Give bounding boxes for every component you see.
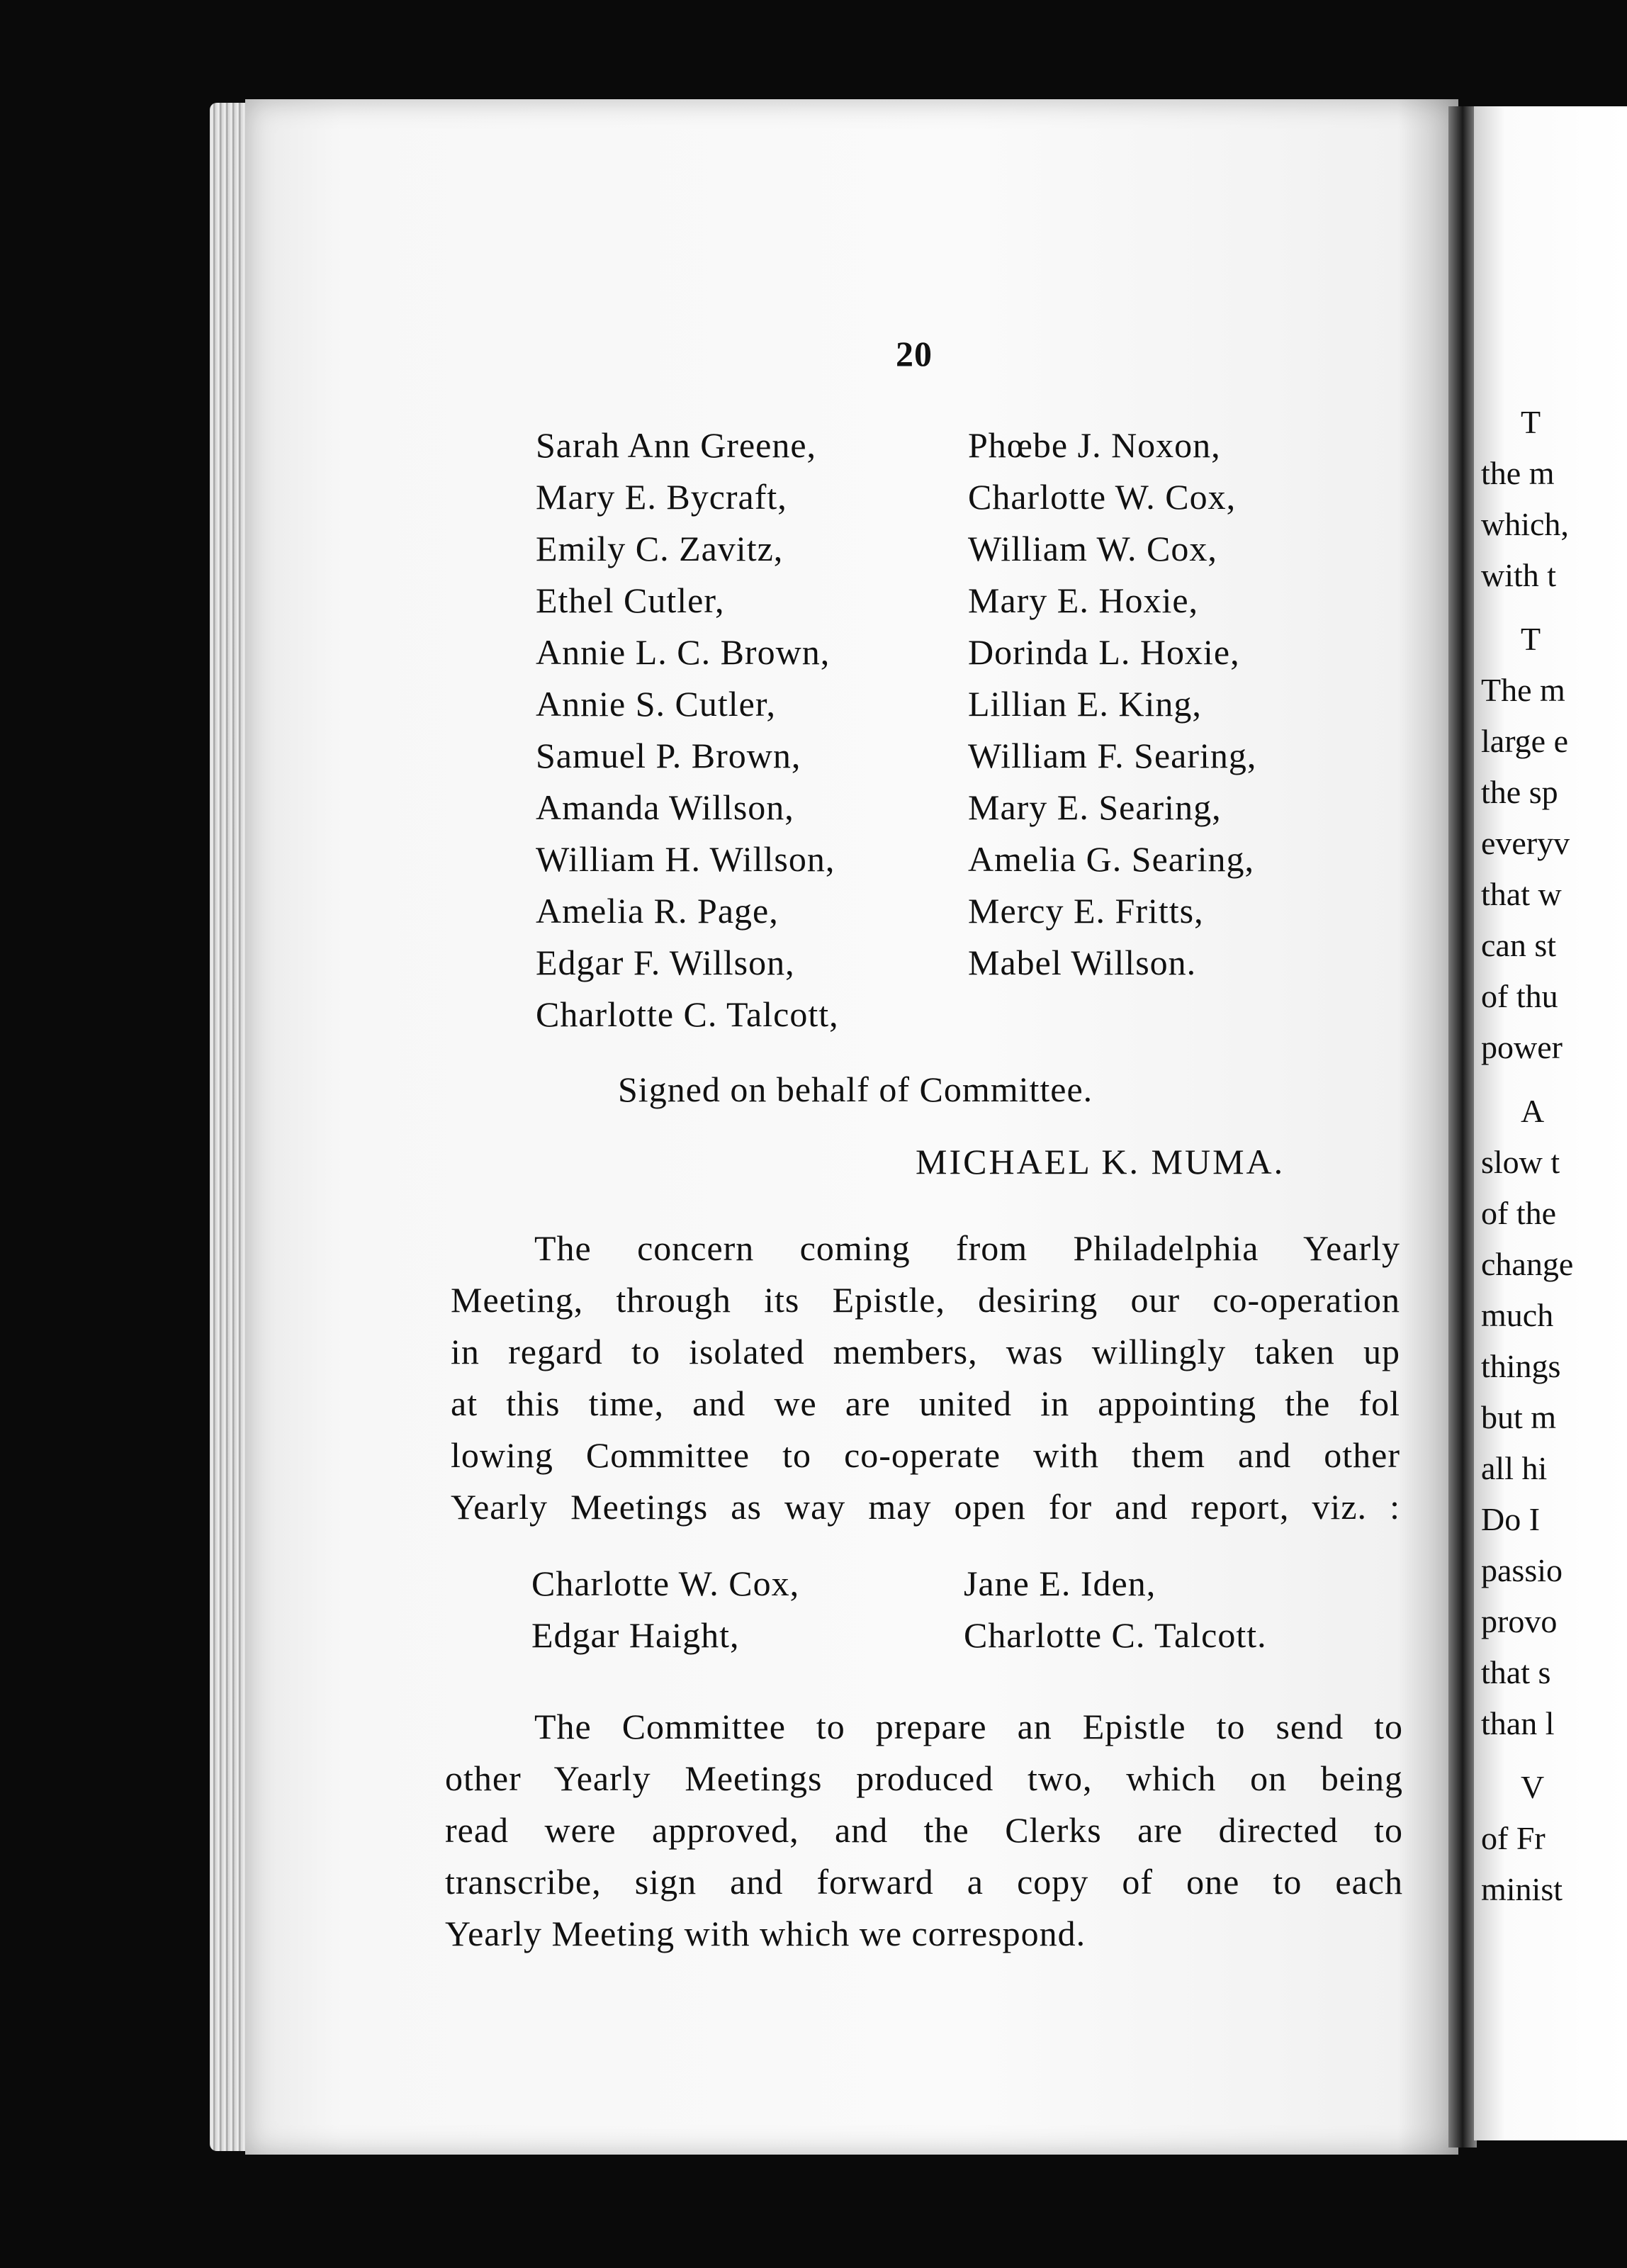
name-entry: William H. Willson, bbox=[536, 839, 835, 879]
name-entry: Annie L. C. Brown, bbox=[536, 632, 831, 672]
right-page-line: V bbox=[1521, 1769, 1545, 1805]
committee-member: Edgar Haight, bbox=[531, 1615, 740, 1655]
right-page-line: with t bbox=[1481, 557, 1557, 593]
committee-member: Jane E. Iden, bbox=[964, 1564, 1156, 1603]
right-page-line: but m bbox=[1481, 1399, 1557, 1435]
right-page-line: everyv bbox=[1481, 825, 1570, 861]
name-entry: Dorinda L. Hoxie, bbox=[968, 632, 1240, 672]
right-page-line: of the bbox=[1481, 1195, 1557, 1231]
paragraph-line: read were approved, and the Clerks are directed to bbox=[445, 1810, 1403, 1850]
name-entry: Lillian E. King, bbox=[968, 684, 1202, 724]
name-entry: Mabel Willson. bbox=[968, 943, 1197, 982]
paragraph-line: The Committee to prepare an Epistle to send to bbox=[534, 1707, 1403, 1746]
right-page-line: change bbox=[1481, 1246, 1574, 1282]
right-page-line: of thu bbox=[1481, 978, 1558, 1014]
paragraph-line: Yearly Meeting with which we correspond. bbox=[445, 1914, 1086, 1953]
name-entry: Amelia R. Page, bbox=[536, 891, 779, 931]
right-page-line: A bbox=[1521, 1093, 1545, 1129]
paragraph-isolated-members bbox=[451, 1223, 1400, 1533]
paragraph-line: Yearly Meetings as way may open for and report, viz. : bbox=[451, 1487, 1400, 1527]
paragraph-line: lowing Committee to co-operate with them and other bbox=[451, 1435, 1400, 1475]
right-page-line: power bbox=[1481, 1029, 1563, 1065]
page-number: 20 bbox=[896, 334, 933, 374]
paragraph-line: Meeting, through its Epistle, desiring our co-operation bbox=[451, 1280, 1400, 1320]
committee-column-right bbox=[964, 1558, 1267, 1661]
name-entry: William W. Cox, bbox=[968, 529, 1217, 568]
right-page-line: things bbox=[1481, 1348, 1561, 1384]
right-page-line: Do I bbox=[1481, 1501, 1541, 1537]
right-page-line: of Fr bbox=[1481, 1820, 1546, 1856]
name-entry: Edgar F. Willson, bbox=[536, 943, 795, 982]
committee-member: Charlotte W. Cox, bbox=[531, 1564, 800, 1603]
name-entry: Samuel P. Brown, bbox=[536, 736, 801, 775]
right-page-line: than l bbox=[1481, 1705, 1555, 1741]
name-entry: William F. Searing, bbox=[968, 736, 1257, 775]
name-entry: Amanda Willson, bbox=[536, 787, 794, 827]
paragraph-line: The concern coming from Philadelphia Yearly bbox=[534, 1228, 1400, 1268]
name-entry: Mary E. Hoxie, bbox=[968, 580, 1199, 620]
right-page-text bbox=[1481, 397, 1627, 1956]
right-page-line: T bbox=[1521, 404, 1541, 440]
committee-column-left bbox=[531, 1558, 799, 1661]
name-entry: Emily C. Zavitz, bbox=[536, 529, 784, 568]
names-column-left bbox=[536, 420, 839, 1040]
right-page-line: large e bbox=[1481, 723, 1569, 759]
signed-line: Signed on behalf of Committee. bbox=[618, 1070, 1093, 1109]
paragraph-line: other Yearly Meetings produced two, which on being bbox=[445, 1758, 1403, 1798]
right-page-line: The m bbox=[1481, 672, 1565, 708]
name-entry: Sarah Ann Greene, bbox=[536, 425, 817, 465]
right-page-line: T bbox=[1521, 621, 1541, 657]
name-entry: Amelia G. Searing, bbox=[968, 839, 1255, 879]
book-gutter bbox=[1448, 106, 1477, 2148]
paragraph-epistle bbox=[445, 1701, 1403, 1960]
name-entry: Ethel Cutler, bbox=[536, 580, 725, 620]
right-page-line: all hi bbox=[1481, 1450, 1548, 1486]
right-page-line: can st bbox=[1481, 927, 1557, 963]
right-page-line: the m bbox=[1481, 455, 1555, 491]
right-page-line: that w bbox=[1481, 876, 1562, 912]
right-page-line: minist bbox=[1481, 1871, 1563, 1907]
signer-name: MICHAEL K. MUMA. bbox=[916, 1142, 1285, 1181]
names-column-right bbox=[968, 420, 1256, 989]
right-page-line: slow t bbox=[1481, 1144, 1560, 1180]
right-page-line: provo bbox=[1481, 1603, 1558, 1639]
name-entry: Mercy E. Fritts, bbox=[968, 891, 1204, 931]
right-page-line: passio bbox=[1481, 1552, 1563, 1588]
name-entry: Charlotte W. Cox, bbox=[968, 477, 1237, 517]
paragraph-line: transcribe, sign and forward a copy of one to each bbox=[445, 1862, 1403, 1902]
name-entry: Annie S. Cutler, bbox=[536, 684, 776, 724]
right-page-line: the sp bbox=[1481, 774, 1558, 810]
right-page-line: which, bbox=[1481, 506, 1569, 542]
name-entry: Charlotte C. Talcott, bbox=[536, 994, 839, 1034]
paragraph-line: in regard to isolated members, was willingly taken up bbox=[451, 1332, 1400, 1371]
name-entry: Phœbe J. Noxon, bbox=[968, 425, 1221, 465]
paragraph-line: at this time, and we are united in appointing the fol bbox=[451, 1383, 1400, 1423]
name-entry: Mary E. Bycraft, bbox=[536, 477, 787, 517]
committee-member: Charlotte C. Talcott. bbox=[964, 1615, 1267, 1655]
right-page-line: that s bbox=[1481, 1654, 1551, 1690]
right-page-line: much bbox=[1481, 1297, 1554, 1333]
name-entry: Mary E. Searing, bbox=[968, 787, 1222, 827]
